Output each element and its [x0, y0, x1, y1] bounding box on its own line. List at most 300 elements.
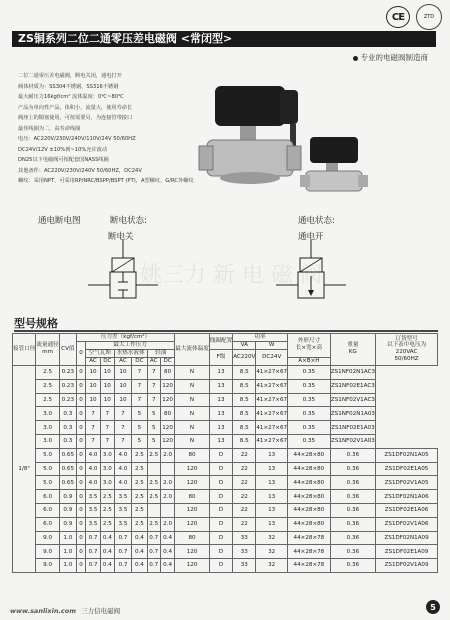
- table-cell: 3.5: [86, 517, 101, 531]
- table-cell: 0.7: [147, 559, 160, 573]
- table-cell: N: [175, 407, 210, 421]
- table-cell: 2.5: [132, 517, 147, 531]
- table-cell: 13: [256, 490, 288, 504]
- table-cell: 0: [76, 379, 85, 393]
- table-cell: [147, 503, 160, 517]
- table-cell: 22: [233, 448, 256, 462]
- table-cell: 80: [160, 407, 174, 421]
- col-oil: 轻油: [147, 349, 175, 357]
- table-cell: 13: [256, 476, 288, 490]
- diagram-on-state-label: 通电状态:: [298, 216, 335, 226]
- table-cell: 3.0: [100, 448, 114, 462]
- table-cell: 3.5: [86, 503, 101, 517]
- table-cell: ZS1DF02E1A09: [376, 545, 438, 559]
- table-cell: 120: [175, 517, 210, 531]
- col-oil-ac: AC: [147, 357, 160, 365]
- spec-line: 最大耐压力16kgf/cm² 流体温度：0℃~80℃: [18, 94, 124, 100]
- col-max-pressure: 最大工作压力: [86, 341, 175, 349]
- diagram-off-state-label: 断电状态:: [110, 216, 147, 226]
- col-ac-voltage: AC220V: [233, 349, 256, 365]
- quality-cert-icon: ZTD: [416, 4, 442, 30]
- table-cell: 0.4: [132, 559, 147, 573]
- table-cell: 44×28×80: [288, 448, 331, 462]
- table-cell: [160, 462, 174, 476]
- valve-symbol-closed: [88, 240, 158, 308]
- table-cell: D: [209, 517, 232, 531]
- table-cell: 0.7: [86, 559, 101, 573]
- table-cell: 0: [76, 559, 85, 573]
- table-cell: 44×28×80: [288, 462, 331, 476]
- table-row: [13, 503, 438, 517]
- table-cell: ZS1DF02V1A09: [376, 559, 438, 573]
- table-cell: 2.5: [147, 476, 160, 490]
- table-cell: 0.36: [330, 462, 375, 476]
- table-cell: 0.36: [330, 503, 375, 517]
- table-cell: 3.0: [36, 434, 59, 448]
- col-power: 功率: [233, 334, 288, 342]
- valve-photo-small: [300, 135, 375, 200]
- table-cell: 120: [175, 503, 210, 517]
- table-cell: 13: [209, 379, 232, 393]
- table-cell: 0.36: [330, 531, 375, 545]
- table-cell: D: [209, 559, 232, 573]
- table-cell: ZS1DF02V1A06: [376, 517, 438, 531]
- spec-line: 产品为单向性产品，体积小，流量大，使用寿命长: [18, 104, 133, 111]
- table-cell: 44×28×78: [288, 545, 331, 559]
- table-cell: 0: [76, 434, 85, 448]
- table-cell: N: [175, 393, 210, 407]
- table-cell: 2.5: [100, 490, 114, 504]
- table-cell: 1.0: [59, 559, 76, 573]
- table-cell: 0.35: [288, 379, 331, 393]
- table-cell: 2.5: [36, 365, 59, 379]
- table-cell: 3.5: [114, 517, 132, 531]
- table-cell: 0.35: [288, 365, 331, 379]
- table-cell: D: [209, 545, 232, 559]
- table-row: [13, 407, 438, 421]
- table-cell: 13: [256, 448, 288, 462]
- footer-url: www.sanlixin.com: [10, 607, 77, 615]
- table-cell: 8.5: [233, 421, 256, 435]
- col-water-ac: AC: [114, 357, 132, 365]
- table-cell: 3.0: [36, 407, 59, 421]
- col-dims-sub: A×B×H: [288, 357, 331, 365]
- table-cell: 5: [132, 407, 147, 421]
- table-row: [13, 379, 438, 393]
- table-cell: 0: [76, 393, 85, 407]
- spec-line: 阀体材质为：SS304不锈钢、SS316不锈钢: [18, 83, 119, 90]
- table-cell: 2.5: [132, 462, 147, 476]
- spec-line: 电压：AC220V/230V/240V/110V/24V 50/60HZ: [18, 136, 136, 142]
- table-cell: 32: [256, 531, 288, 545]
- table-cell: D: [209, 462, 232, 476]
- table-cell: 44×28×78: [288, 531, 331, 545]
- table-cell: 22: [233, 503, 256, 517]
- col-air-ac: AC: [86, 357, 101, 365]
- table-cell: 6.0: [36, 517, 59, 531]
- table-cell: 10: [114, 393, 132, 407]
- table-cell: 7: [100, 434, 114, 448]
- table-cell: 0.7: [114, 559, 132, 573]
- table-cell: 7: [132, 393, 147, 407]
- table-cell: 41×27×67: [256, 393, 288, 407]
- table-cell: ZS1DF02N1A05: [376, 448, 438, 462]
- spec-line: 其他备件：AC220V/230V/240V 50/60HZ，DC24V: [18, 167, 142, 174]
- table-cell: 80: [175, 531, 210, 545]
- table-cell: 41×27×67: [256, 434, 288, 448]
- table-cell: 0: [76, 545, 85, 559]
- page-title: ZS铜系列二位二通零压差电磁阀 <常闭型>: [12, 31, 436, 47]
- table-cell: 0.7: [114, 545, 132, 559]
- diagram-off-state-value: 断电关: [108, 232, 134, 242]
- spec-line: 阀座上的铜塞使用，可按需要另，为连接管带接口: [18, 115, 133, 121]
- table-cell: 41×27×67: [256, 421, 288, 435]
- table-cell: 0.65: [59, 476, 76, 490]
- table-cell: 0: [76, 531, 85, 545]
- table-cell: 5: [147, 434, 160, 448]
- table-cell: 13: [209, 434, 232, 448]
- table-cell: 7: [114, 407, 132, 421]
- table-cell: D: [209, 503, 232, 517]
- table-row: [13, 421, 438, 435]
- table-cell: 4.0: [86, 448, 101, 462]
- table-cell: 120: [160, 393, 174, 407]
- table-cell: 5: [132, 421, 147, 435]
- table-cell: 0: [76, 490, 85, 504]
- table-cell: 0.7: [147, 545, 160, 559]
- col-weight: 重量 KG: [330, 334, 375, 366]
- table-cell: 3.0: [36, 421, 59, 435]
- table-cell: 44×28×78: [288, 559, 331, 573]
- table-cell: 0.4: [160, 545, 174, 559]
- diagram-off-title: 通电断电图: [38, 216, 81, 226]
- table-cell: 10: [100, 365, 114, 379]
- table-cell: 7: [114, 421, 132, 435]
- table-cell: 10: [86, 379, 101, 393]
- spec-line: DC24V/12V ±10%到~10%允许波动: [18, 146, 108, 153]
- table-cell: 80: [160, 365, 174, 379]
- footer-company: 三力信电磁阀: [81, 607, 121, 615]
- table-cell: 13: [256, 517, 288, 531]
- table-cell: 0.3: [59, 434, 76, 448]
- table-cell: 120: [175, 559, 210, 573]
- table-cell: 1.0: [59, 545, 76, 559]
- table-cell: 6.0: [36, 503, 59, 517]
- table-cell: N: [175, 379, 210, 393]
- col-cv: CV值: [59, 334, 76, 366]
- table-cell: 33: [233, 559, 256, 573]
- table-row: [13, 476, 438, 490]
- table-cell: 0.65: [59, 448, 76, 462]
- table-cell: 8.5: [233, 434, 256, 448]
- table-cell: 2.5: [147, 490, 160, 504]
- ce-mark-icon: CE: [386, 6, 410, 28]
- table-cell: 0.4: [160, 531, 174, 545]
- table-cell: 0: [76, 476, 85, 490]
- table-cell: 0.23: [59, 365, 76, 379]
- footer: [10, 606, 120, 615]
- table-cell: 7: [100, 407, 114, 421]
- table-cell: 3.5: [114, 490, 132, 504]
- table-cell: 10: [100, 379, 114, 393]
- table-row: [13, 448, 438, 462]
- table-cell: ZS1DF02N1A09: [376, 531, 438, 545]
- table-cell: 13: [209, 393, 232, 407]
- table-cell: 7: [147, 393, 160, 407]
- table-cell: 13: [256, 503, 288, 517]
- table-cell: 22: [233, 490, 256, 504]
- table-cell: 0.65: [59, 462, 76, 476]
- table-cell: 9.0: [36, 559, 59, 573]
- table-row: [13, 490, 438, 504]
- col-water: 水热水液体: [114, 349, 147, 357]
- table-cell: 13: [209, 365, 232, 379]
- table-cell: 4.0: [114, 448, 132, 462]
- table-cell: 5: [147, 407, 160, 421]
- table-cell: 2.5: [100, 517, 114, 531]
- table-cell: 5: [147, 421, 160, 435]
- table-cell: 0: [76, 407, 85, 421]
- table-cell: 0: [76, 421, 85, 435]
- valve-symbol-open: [276, 240, 346, 308]
- table-cell: 0.36: [330, 559, 375, 573]
- table-cell: [147, 462, 160, 476]
- table-cell: ZS1NF02V1AC3: [330, 393, 375, 407]
- table-cell: D: [209, 531, 232, 545]
- table-cell: 32: [256, 545, 288, 559]
- table-cell: 0.35: [288, 393, 331, 407]
- certification-logos: [386, 4, 442, 30]
- table-cell: 0.36: [330, 545, 375, 559]
- valve-photo-large: [195, 78, 310, 193]
- table-cell: 41×27×67: [256, 379, 288, 393]
- table-cell: 13: [209, 421, 232, 435]
- diagram-on-state-value: 通电开: [298, 232, 324, 242]
- table-cell: 10: [86, 365, 101, 379]
- table-cell: 6.0: [36, 490, 59, 504]
- col-pressure: 压力差（kgf/cm²）: [76, 334, 174, 342]
- table-cell: 80: [175, 490, 210, 504]
- table-cell: 9.0: [36, 531, 59, 545]
- table-cell: 0.4: [160, 559, 174, 573]
- col-oil-dc: DC: [160, 357, 174, 365]
- table-cell: 0.3: [59, 407, 76, 421]
- table-cell: 0.36: [330, 490, 375, 504]
- table-cell: ZS1NF02E1AC3: [330, 379, 375, 393]
- table-cell: 10: [100, 393, 114, 407]
- watermark: 姚三力 新 电 磁 阀: [140, 263, 322, 288]
- table-cell: 0.7: [86, 545, 101, 559]
- table-cell: 0.7: [86, 531, 101, 545]
- table-cell: 5.0: [36, 462, 59, 476]
- table-cell: 5.0: [36, 448, 59, 462]
- col-orifice: 流量通径 mm: [36, 334, 59, 366]
- col-wire: 线圈配置: [209, 334, 232, 350]
- table-cell: 10: [114, 365, 132, 379]
- table-cell: 2.0: [160, 448, 174, 462]
- table-cell: 120: [160, 421, 174, 435]
- table-cell: 2.5: [147, 448, 160, 462]
- table-cell: ZS1NF02N1AC3: [330, 365, 375, 379]
- col-ac-label: VA: [233, 341, 256, 349]
- table-cell: 0.35: [288, 421, 331, 435]
- table-cell: 2.5: [132, 476, 147, 490]
- table-cell: 4.0: [114, 462, 132, 476]
- table-cell: 2.5: [132, 503, 147, 517]
- table-cell: 0.3: [59, 421, 76, 435]
- table-cell: 7: [100, 421, 114, 435]
- table-cell: ZS1NF02E1A03: [330, 421, 375, 435]
- table-cell: 2.5: [132, 490, 147, 504]
- table-cell: 0.9: [59, 490, 76, 504]
- table-cell: 120: [175, 462, 210, 476]
- table-cell: 44×28×80: [288, 476, 331, 490]
- table-cell: 0: [76, 517, 85, 531]
- table-cell: 0.4: [100, 559, 114, 573]
- spec-table: [12, 333, 438, 573]
- table-cell: 0.35: [288, 407, 331, 421]
- table-cell: 7: [147, 365, 160, 379]
- table-cell: 0.35: [288, 434, 331, 448]
- table-cell: 80: [175, 448, 210, 462]
- table-cell: 2.0: [160, 476, 174, 490]
- col-port: 接管口径: [13, 334, 36, 366]
- table-cell: 44×28×80: [288, 490, 331, 504]
- table-cell: 0.36: [330, 517, 375, 531]
- col-dc-voltage: DC24V: [256, 349, 288, 365]
- table-cell: 41×27×67: [256, 365, 288, 379]
- table-cell: 0.23: [59, 379, 76, 393]
- table-cell: 0.4: [100, 545, 114, 559]
- col-temp: 最大流体温度: [175, 334, 210, 366]
- table-cell: ZS1DF02E1A06: [376, 503, 438, 517]
- table-cell: 44×28×80: [288, 517, 331, 531]
- slogan: 专业的电磁阀制造商: [353, 52, 429, 63]
- spec-line: 螺纹：采用NPT，可采用RP/NRC/BSPP/BSPT (PT)，A型螺纹、G/RC外螺纹: [18, 178, 194, 184]
- table-cell: 9.0: [36, 545, 59, 559]
- table-cell: 41×27×67: [256, 407, 288, 421]
- table-cell: 3.0: [100, 476, 114, 490]
- table-cell: N: [175, 434, 210, 448]
- table-cell: 8.5: [233, 379, 256, 393]
- spec-line: DN25以下电磁阀可按配套国NASS线圈: [18, 157, 109, 163]
- table-cell: ZS1DF02E1A05: [376, 462, 438, 476]
- table-cell: 7: [86, 421, 101, 435]
- table-cell: ZS1DF02N1A06: [376, 490, 438, 504]
- table-cell: 7: [86, 434, 101, 448]
- page-number: 5: [426, 600, 440, 614]
- section-divider: [14, 330, 438, 332]
- col-water-dc: DC: [132, 357, 147, 365]
- spec-line: 二位二通零压差电磁阀，断电关闭，通电打开: [18, 73, 122, 79]
- table-cell: 44×28×80: [288, 503, 331, 517]
- table-cell: 5: [132, 434, 147, 448]
- table-cell: 3.5: [114, 503, 132, 517]
- table-cell: 2.0: [160, 517, 174, 531]
- table-cell: 0.4: [132, 545, 147, 559]
- table-cell: 0.36: [330, 448, 375, 462]
- table-cell: D: [209, 448, 232, 462]
- table-cell: N: [175, 365, 210, 379]
- table-cell: 120: [175, 545, 210, 559]
- port-size-cell: 1/8": [13, 365, 36, 572]
- table-cell: 1.0: [59, 531, 76, 545]
- table-cell: 120: [160, 379, 174, 393]
- table-cell: 33: [233, 531, 256, 545]
- col-dims: 外形尺寸 长×宽×高: [288, 334, 331, 358]
- table-cell: ZS1NF02N1A03: [330, 407, 375, 421]
- table-cell: 13: [209, 407, 232, 421]
- table-cell: 8.5: [233, 393, 256, 407]
- table-cell: 4.0: [86, 462, 101, 476]
- table-cell: 7: [147, 379, 160, 393]
- table-cell: ZS1NF02V1A03: [330, 434, 375, 448]
- col-air: 空气瓦斯: [86, 349, 115, 357]
- table-cell: 32: [256, 559, 288, 573]
- table-row: [13, 545, 438, 559]
- table-row: [13, 393, 438, 407]
- table-cell: 0.7: [114, 531, 132, 545]
- table-cell: 5.0: [36, 476, 59, 490]
- table-cell: 0: [76, 448, 85, 462]
- table-cell: 2.5: [36, 393, 59, 407]
- table-cell: 3.0: [100, 462, 114, 476]
- table-cell: 2.5: [36, 379, 59, 393]
- table-cell: 0: [76, 365, 85, 379]
- table-cell: 0: [76, 503, 85, 517]
- table-cell: 7: [132, 365, 147, 379]
- table-cell: 0.9: [59, 503, 76, 517]
- table-cell: 8.5: [233, 365, 256, 379]
- col-dc-label: W: [256, 341, 288, 349]
- table-row: [13, 365, 438, 379]
- table-cell: 2.5: [100, 503, 114, 517]
- col-fclass: F级: [209, 349, 232, 365]
- col-min-pressure: 0: [76, 341, 85, 365]
- table-cell: D: [209, 490, 232, 504]
- table-cell: 22: [233, 462, 256, 476]
- table-cell: 33: [233, 545, 256, 559]
- table-cell: 0.23: [59, 393, 76, 407]
- table-row: [13, 517, 438, 531]
- table-row: [13, 462, 438, 476]
- table-cell: N: [175, 421, 210, 435]
- table-cell: 0.4: [132, 531, 147, 545]
- table-cell: 0.9: [59, 517, 76, 531]
- table-cell: 13: [256, 462, 288, 476]
- table-cell: 4.0: [86, 476, 101, 490]
- table-cell: [160, 503, 174, 517]
- table-cell: 120: [175, 476, 210, 490]
- table-cell: 2.0: [160, 490, 174, 504]
- table-cell: 7: [86, 407, 101, 421]
- table-cell: 22: [233, 517, 256, 531]
- table-cell: 10: [114, 379, 132, 393]
- table-cell: 0.7: [147, 531, 160, 545]
- section-title: 型号规格: [14, 317, 58, 330]
- table-row: [13, 434, 438, 448]
- table-cell: 8.5: [233, 407, 256, 421]
- table-cell: 2.5: [132, 448, 147, 462]
- table-cell: 0.36: [330, 476, 375, 490]
- table-cell: 22: [233, 476, 256, 490]
- table-cell: 120: [160, 434, 174, 448]
- col-model: 订货型号 以下表中电压为 220VAC 50/60HZ: [376, 334, 438, 366]
- table-cell: 7: [132, 379, 147, 393]
- table-cell: 7: [114, 434, 132, 448]
- table-cell: 4.0: [114, 476, 132, 490]
- table-cell: 0: [76, 462, 85, 476]
